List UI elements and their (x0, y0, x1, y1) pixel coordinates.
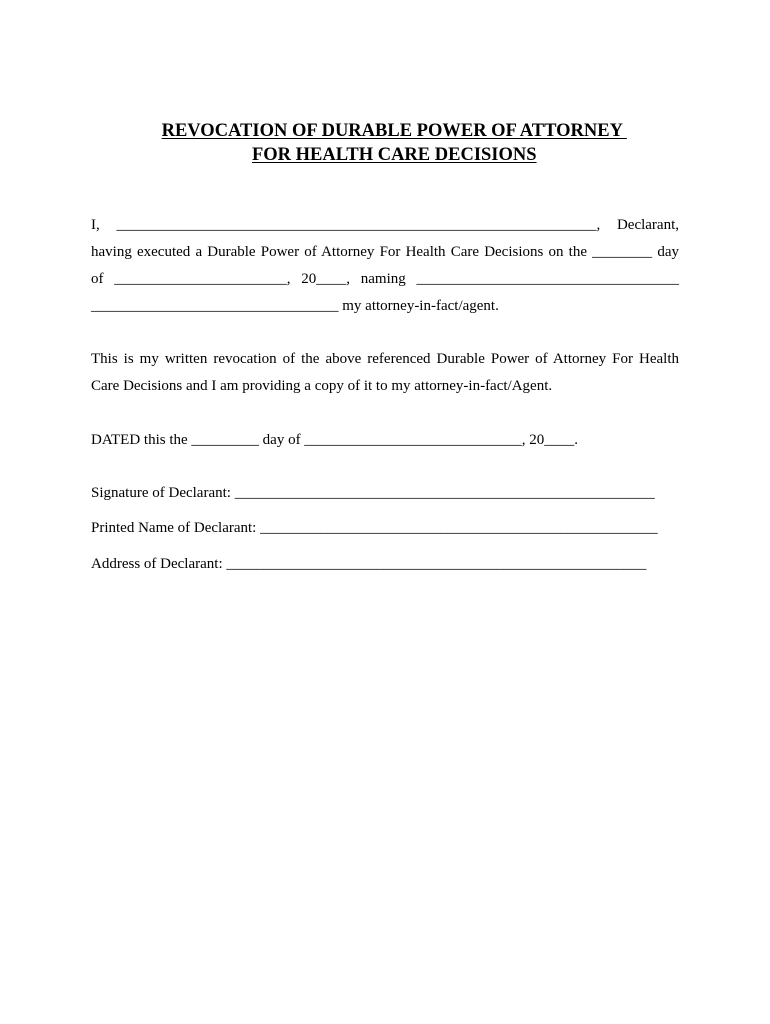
revocation-statement-line-2: Care Decisions and I am providing a copy of it to my attorney-in-fact/Agent. (91, 378, 553, 394)
title-text-1: REVOCATION OF DURABLE POWER OF ATTORNEY (161, 121, 627, 141)
revocation-statement-line-1: This is my written revocation of the above referenced Durable Power of Attorney For Health (91, 351, 679, 367)
address-line: Address of Declarant: ________________________________________________________ (91, 556, 647, 572)
naming-agent-line: of _______________________, 20____, naming ___________________________________ (91, 271, 679, 287)
title-text-2: FOR HEALTH CARE DECISIONS (251, 145, 537, 165)
declarant-name-line: I, ________________________________________________________________, Declarant, (91, 217, 679, 233)
document-title-line-2 (0, 119, 770, 191)
printed-name-line: Printed Name of Declarant: _____________________________________________________ (91, 520, 658, 536)
agent-name-line: _________________________________ my attorney-in-fact/agent. (91, 298, 499, 314)
executed-date-line: having executed a Durable Power of Attorney For Health Care Decisions on the ________ day (91, 244, 679, 260)
dated-line: DATED this the _________ day of _____________________________, 20____. (91, 432, 579, 448)
signature-line: Signature of Declarant: ________________________________________________________ (91, 485, 655, 501)
